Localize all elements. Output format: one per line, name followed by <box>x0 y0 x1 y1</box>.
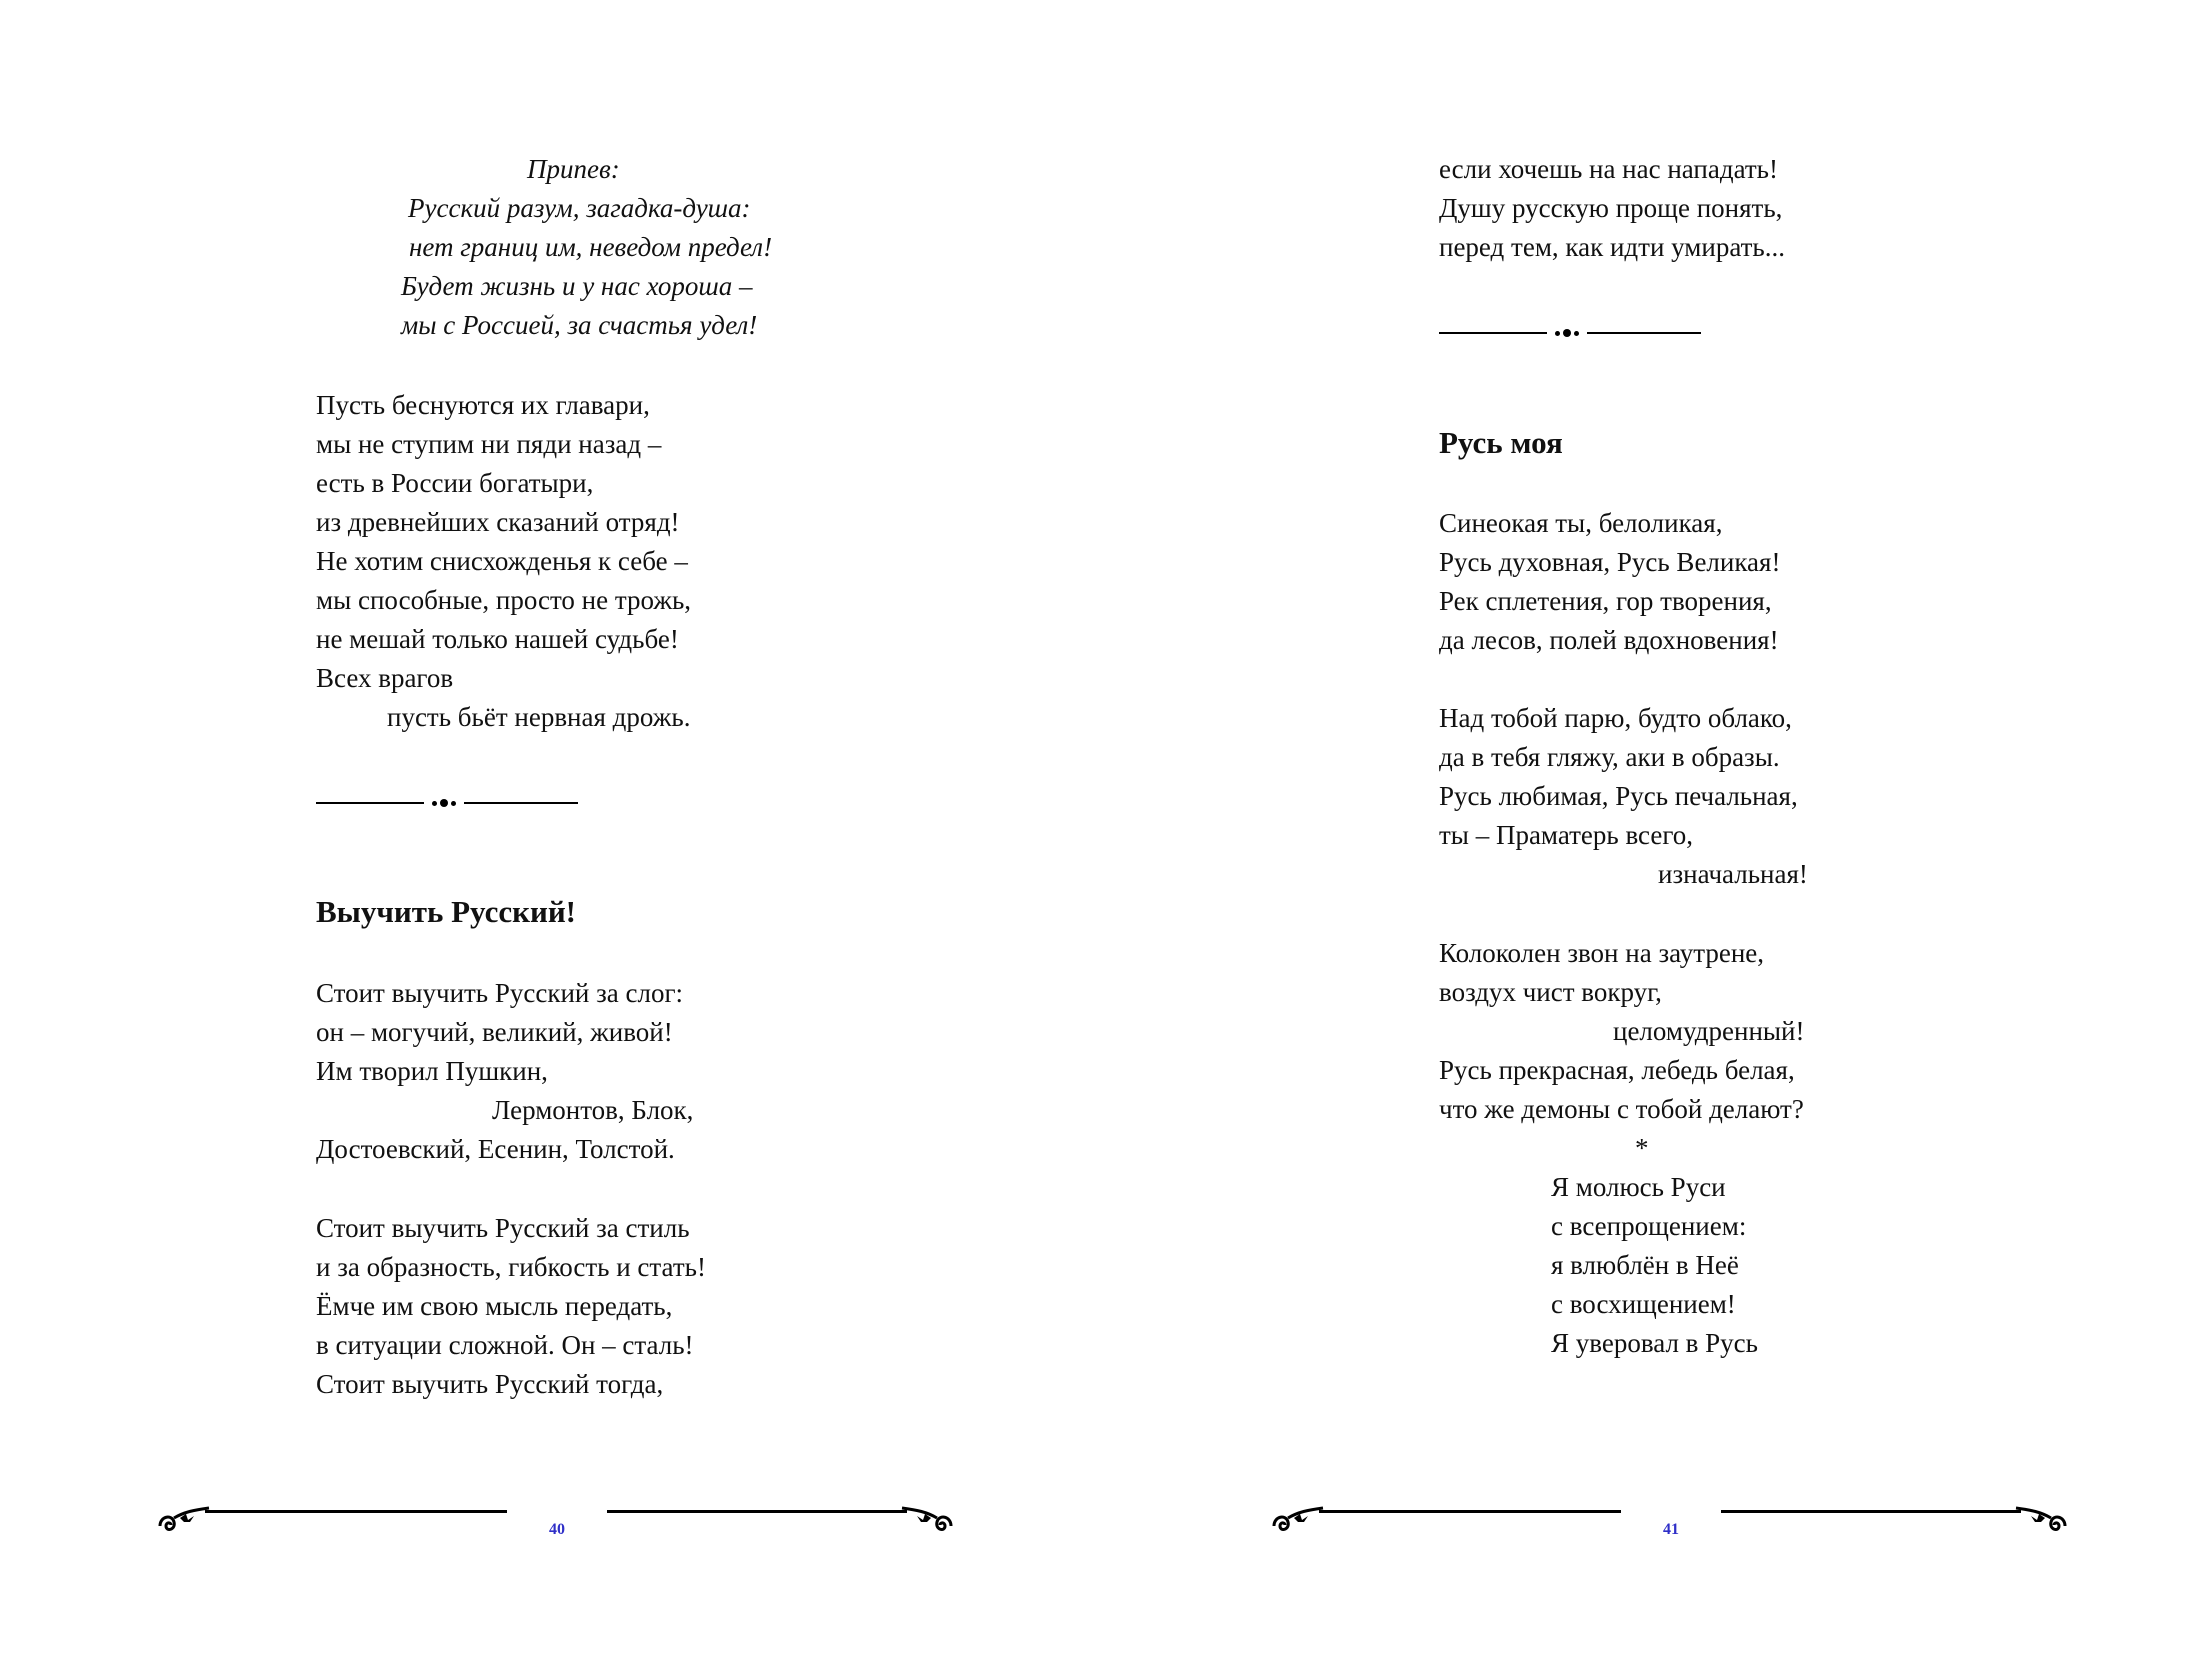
poem-line: в ситуации сложной. Он – сталь! <box>316 1330 694 1360</box>
poem-title: Выучить Русский! <box>316 894 577 929</box>
poem-line: да в тебя гляжу, аки в образы. <box>1439 742 1780 772</box>
poem-line: и за образность, гибкость и стать! <box>316 1252 706 1282</box>
scroll-flourish-icon <box>897 1498 957 1538</box>
poem-line: что же демоны с тобой делают? <box>1439 1094 1804 1124</box>
footer-rule <box>607 1510 907 1513</box>
scroll-flourish-icon <box>1268 1498 1328 1538</box>
stanza-line: есть в России богатыри, <box>316 468 594 498</box>
refrain-line: Будет жизнь и у нас хороша – <box>401 271 753 301</box>
ornament-separator-icon <box>1439 323 1701 343</box>
poem-line: с восхищением! <box>1551 1289 1736 1319</box>
scroll-flourish-icon <box>2011 1498 2071 1538</box>
scroll-flourish-icon <box>154 1498 214 1538</box>
poem-line: Стоит выучить Русский тогда, <box>316 1369 664 1399</box>
continuation-line: если хочешь на нас нападать! <box>1439 154 1778 184</box>
footer-rule <box>1319 1510 1621 1513</box>
stanza-line: пусть бьёт нервная дрожь. <box>387 702 691 732</box>
stanza-line: мы способные, просто не трожь, <box>316 585 692 615</box>
stanza-line: мы не ступим ни пяди назад – <box>316 429 662 459</box>
continuation-line: Душу русскую проще понять, <box>1439 193 1783 223</box>
poem-line: Я уверовал в Русь <box>1551 1328 1758 1358</box>
refrain-line: нет границ им, неведом предел! <box>409 232 773 262</box>
poem-line: Колоколен звон на заутрене, <box>1439 938 1765 968</box>
stanza-line: не мешай только нашей судьбе! <box>316 624 679 654</box>
poem-title: Русь моя <box>1439 425 1563 460</box>
poem-line: Рек сплетения, гор творения, <box>1439 586 1772 616</box>
continuation-line: перед тем, как идти умирать... <box>1439 232 1785 262</box>
poem-line: он – могучий, великий, живой! <box>316 1017 673 1047</box>
poem-line: воздух чист вокруг, <box>1439 977 1662 1007</box>
ornament-separator-icon <box>316 793 578 813</box>
poem-line: Стоит выучить Русский за стиль <box>316 1213 690 1243</box>
refrain-label: Припев: <box>527 154 620 184</box>
poem-line: Русь любимая, Русь печальная, <box>1439 781 1798 811</box>
poem-line: Русь духовная, Русь Великая! <box>1439 547 1781 577</box>
poem-line: Я молюсь Руси <box>1551 1172 1726 1202</box>
poem-line: Стоит выучить Русский за слог: <box>316 978 684 1008</box>
poem-line: Синеокая ты, белоликая, <box>1439 508 1723 538</box>
page-number: 41 <box>1663 1521 1679 1538</box>
poem-line: Лермонтов, Блок, <box>492 1095 694 1125</box>
poem-line: изначальная! <box>1658 859 1808 889</box>
poem-line: с всепрощением: <box>1551 1211 1747 1241</box>
asterisk-divider: * <box>1635 1133 1649 1163</box>
page-number: 40 <box>549 1521 565 1538</box>
right-page <box>1102 0 2205 1654</box>
left-page <box>0 0 1102 1654</box>
poem-line: Русь прекрасная, лебедь белая, <box>1439 1055 1795 1085</box>
footer-rule <box>1721 1510 2021 1513</box>
poem-line: ты – Праматерь всего, <box>1439 820 1693 850</box>
stanza-line: Пусть беснуются их главари, <box>316 390 650 420</box>
refrain-line: мы с Россией, за счастья удел! <box>401 310 758 340</box>
refrain-line: Русский разум, загадка-душа: <box>408 193 751 223</box>
stanza-line: Не хотим снисхожденья к себе – <box>316 546 688 576</box>
poem-line: да лесов, полей вдохновения! <box>1439 625 1779 655</box>
poem-line: Над тобой парю, будто облако, <box>1439 703 1792 733</box>
poem-line: я влюблён в Неё <box>1551 1250 1739 1280</box>
footer-rule <box>205 1510 507 1513</box>
poem-line: целомудренный! <box>1613 1016 1805 1046</box>
stanza-line: Всех врагов <box>316 663 454 693</box>
poem-line: Ёмче им свою мысль передать, <box>316 1291 673 1321</box>
poem-line: Им творил Пушкин, <box>316 1056 548 1086</box>
stanza-line: из древнейших сказаний отряд! <box>316 507 680 537</box>
poem-line: Достоевский, Есенин, Толстой. <box>316 1134 675 1164</box>
